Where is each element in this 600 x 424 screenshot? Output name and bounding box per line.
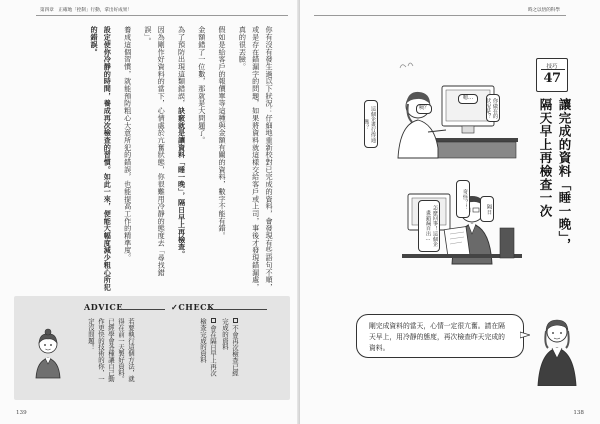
- speech-bubble: 怎麼回事！這個企畫錯漏百出…: [418, 200, 440, 252]
- caption-bubble: 剛完成資料的當天，心情一定很亢奮。請在隔天早上，用冷靜的態度，再次檢查昨天完成的資料。: [356, 314, 524, 358]
- body-paragraph: 養成這個習慣，就能預防粗心大意所犯的錯誤，也能提高工作的精準度。: [123, 26, 133, 262]
- check-icon: ✓: [171, 302, 179, 312]
- page-number-left: 139: [16, 410, 27, 416]
- speech-bubble: 嗯…: [458, 94, 478, 104]
- body-paragraph: 金額錯了一位數，那就是大問題了。: [197, 26, 207, 144]
- check-item: [198, 318, 218, 378]
- speech-bubble: 這個企畫行得通嗎？: [364, 100, 378, 148]
- check-rule: [207, 309, 267, 310]
- caption-tail-icon: [520, 330, 530, 340]
- check-label: CHECK: [178, 302, 215, 312]
- speaker-portrait-icon: [532, 314, 582, 386]
- next-day-label: 隔日: [480, 196, 494, 222]
- body-paragraph: 你有沒有發生過以下狀況：仔細地重新校對已完成的資料，會發現有些語句不順，或是存在錯漏字的問題，如果將資料就這樣交給客戶或上司，事後才發現錯漏處，真的很丟臉。: [238, 26, 274, 291]
- running-head-left: 第四章 正確地「控制」行動，拿出好成果！: [40, 8, 132, 13]
- check-item-label: 會在隔日早上再次檢查完成的資料: [199, 318, 217, 377]
- headline-line-2: 隔天早上再檢查一次: [538, 98, 553, 218]
- closing-paragraph: 設定使你冷靜的時間，養成再次檢查的習慣。如此一來，便能大幅度減少粗心所犯的錯誤。: [90, 26, 113, 291]
- check-item-label: 不會再次檢查已經完成的資料: [221, 318, 239, 377]
- advisor-portrait-icon: [28, 328, 68, 380]
- tip-label: 技巧: [546, 64, 558, 70]
- advice-heading: ADVICE: [84, 302, 124, 312]
- body-paragraph: [175, 26, 188, 291]
- running-head-right: 時之以悟的科學: [527, 8, 560, 13]
- body-paragraph: 假如是給客戶的報價單等這種與金額有關的資料，數字不能有錯。: [218, 26, 228, 240]
- page-number-right: 138: [573, 410, 584, 416]
- speech-bubble: 奇怪？！: [456, 180, 470, 218]
- body-text: [44, 26, 276, 291]
- tip-badge: [536, 58, 568, 92]
- question-bubble: 你做在的狀況是？: [486, 94, 500, 122]
- check-item: [220, 318, 240, 378]
- checkbox-icon: [233, 318, 238, 323]
- tip-number: 47: [543, 71, 561, 86]
- advice-text: 若要執行這個方法，就得在前一天製好資料。已經學會各種讓自己動作更快的技術的你，一定沒問題！: [87, 318, 135, 382]
- check-heading: [171, 302, 215, 312]
- running-head-rule: [36, 15, 288, 16]
- speech-bubble: 咦？: [416, 104, 432, 114]
- body-paragraph: 因為剛作好資料的當下，心情處於亢奮狀態，你很難用冷靜的態度去「尋找錯誤」。: [143, 26, 167, 276]
- right-page: [300, 0, 600, 424]
- check-list: [198, 318, 240, 378]
- key-point: 訣竅就是讓資料「睡一晚」，隔日早上再檢查。: [177, 106, 187, 258]
- headline-line-1: 讓完成的資料「睡一晚」，: [557, 98, 572, 252]
- checkbox-icon: [211, 318, 216, 323]
- running-head-rule: [314, 15, 566, 16]
- body-paragraph-lead: 為了預防出現這類錯誤，: [177, 26, 187, 107]
- advice-rule: [117, 309, 165, 310]
- office-scene-illustration: [362, 58, 530, 272]
- tip-rule: [541, 69, 565, 70]
